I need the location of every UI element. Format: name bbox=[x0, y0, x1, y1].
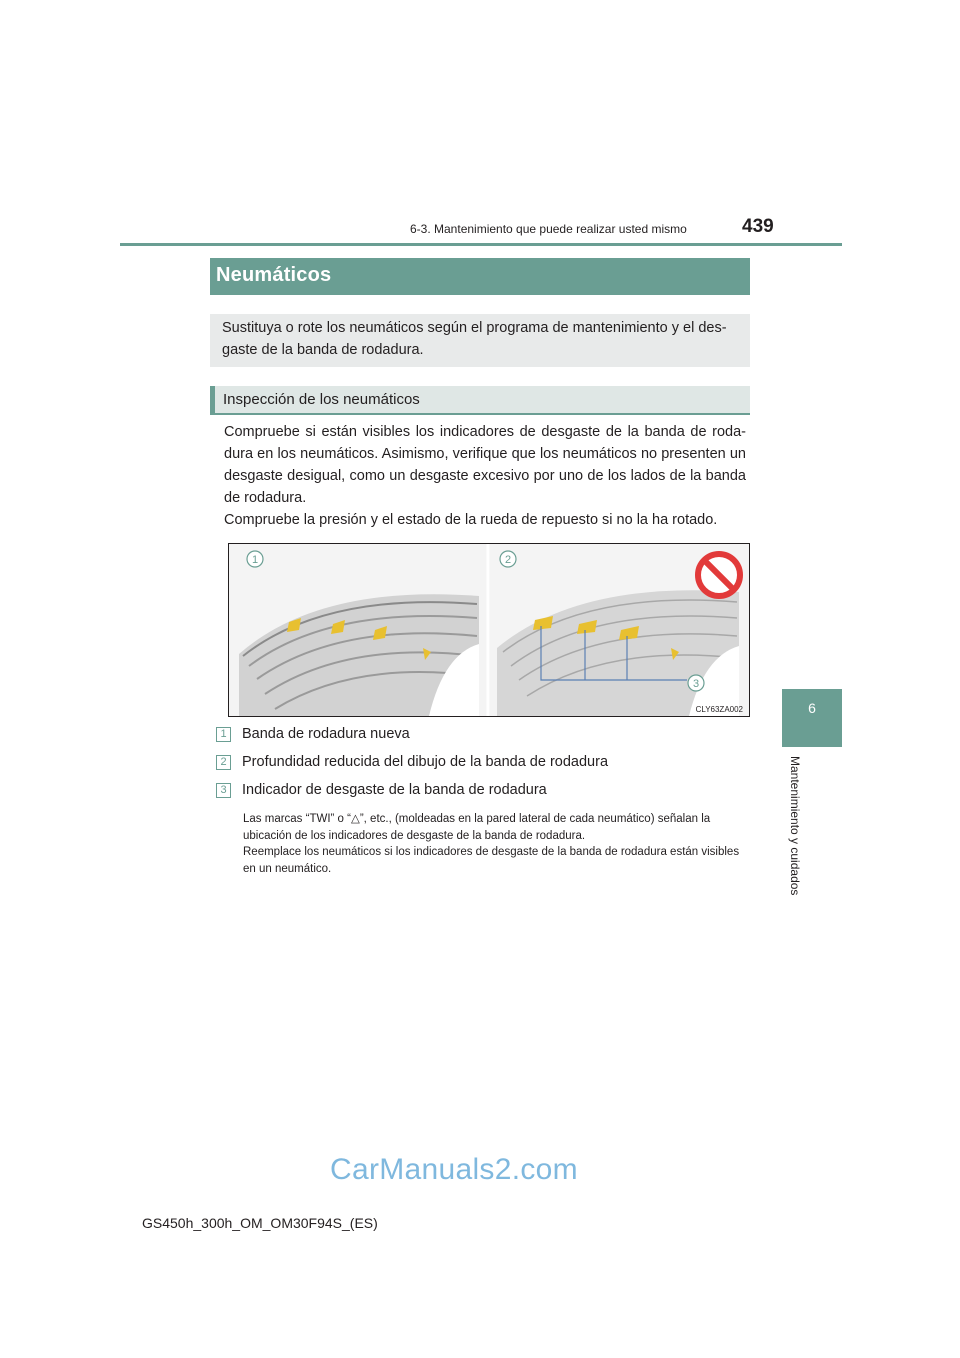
legend-label-2: Profundidad reducida del dibujo de la banda de rodadura bbox=[242, 754, 609, 770]
callout-1 bbox=[247, 551, 263, 567]
legend-label-1: Banda de rodadura nueva bbox=[242, 726, 410, 742]
tire-figure bbox=[228, 543, 750, 717]
chapter-tab bbox=[782, 689, 842, 747]
chapter-number: 6 bbox=[808, 700, 816, 716]
subsection-heading: Inspección de los neumáticos bbox=[223, 391, 420, 408]
note-paragraph-1: Las marcas “TWI” o “△”, etc., (moldeadas en la pared lateral de cada neumático) señalan la ubicación de los indicadores de desgaste de la banda de rodadura. bbox=[243, 813, 711, 842]
footer-code: GS450h_300h_OM_OM30F94S_(ES) bbox=[142, 1215, 378, 1231]
prohibited-icon bbox=[698, 554, 740, 596]
page-number: 439 bbox=[742, 216, 774, 237]
subsection-accent bbox=[210, 386, 215, 415]
callout-2 bbox=[500, 551, 516, 567]
chapter-label: Mantenimiento y cuidados bbox=[788, 756, 802, 896]
section-title: Neumáticos bbox=[216, 264, 332, 286]
callout-2-label: 2 bbox=[504, 554, 512, 566]
body-paragraph-1: Compruebe si están visibles los indicadores de desgaste de la banda de roda-dura en los neumáticos. Asimismo, verifique que los neumáticos no presenten un desgaste desigual, como un desgaste excesivo por uno de los lados de la banda de rodadura. bbox=[224, 424, 746, 506]
header-section-title: 6-3. Mantenimiento que puede realizar usted mismo bbox=[410, 222, 687, 236]
header-divider bbox=[120, 243, 842, 246]
note-paragraph-2: Reemplace los neumáticos si los indicadores de desgaste de la banda de rodadura están visibles en un neumático. bbox=[243, 846, 740, 875]
legend-number-1: 1 bbox=[216, 727, 231, 742]
callout-3-label: 3 bbox=[692, 678, 700, 690]
body-paragraph-2: Compruebe la presión y el estado de la rueda de repuesto si no la ha rotado. bbox=[224, 512, 718, 528]
callout-3 bbox=[688, 675, 704, 691]
watermark: CarManuals2.com bbox=[330, 1153, 578, 1186]
legend-label-3: Indicador de desgaste de la banda de rodadura bbox=[242, 782, 547, 798]
legend-number-2: 2 bbox=[216, 755, 231, 770]
note-text bbox=[243, 811, 747, 877]
figure-code: CLY63ZA002 bbox=[695, 705, 743, 714]
body-text bbox=[224, 421, 746, 531]
new-tread-panel bbox=[229, 544, 487, 716]
intro-text: Sustituya o rote los neumáticos según el programa de mantenimiento y el des-gaste de la banda de rodadura. bbox=[222, 320, 727, 358]
tire-illustration bbox=[229, 544, 749, 716]
legend-number-3: 3 bbox=[216, 783, 231, 798]
callout-1-label: 1 bbox=[251, 554, 259, 566]
